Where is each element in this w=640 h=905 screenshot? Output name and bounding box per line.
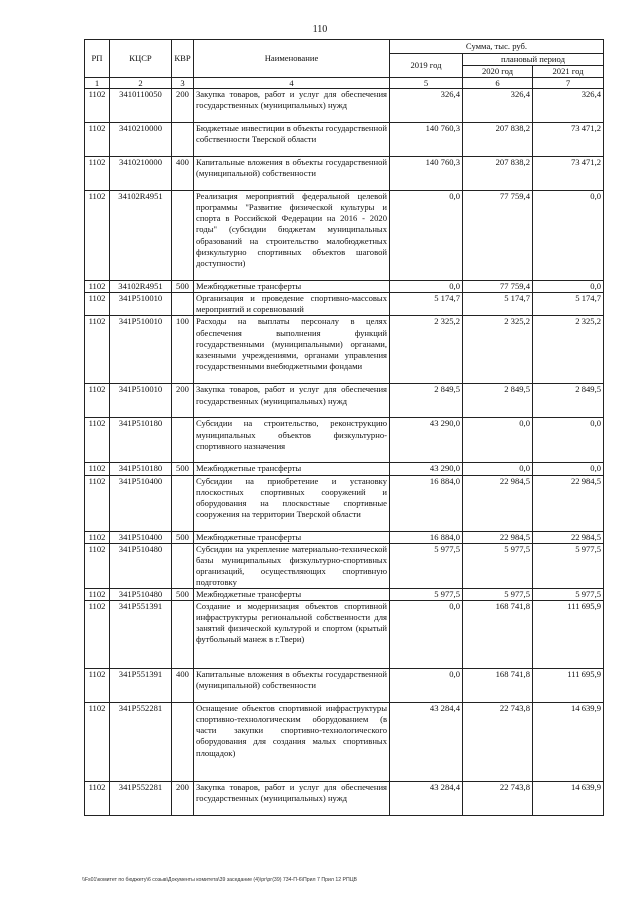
value-2020-cell: 22 984,5 — [463, 475, 533, 531]
value-2020-cell: 22 984,5 — [463, 531, 533, 543]
kcsr-cell: 341P510180 — [110, 418, 172, 463]
header-year-2019: 2019 год — [390, 54, 463, 78]
name-cell: Субсидии на укрепление материально-технической базы муниципальных физкультурно-спортивных организаций, осуществляющих спортивную подготовку — [194, 543, 390, 588]
kcsr-cell: 341P510400 — [110, 531, 172, 543]
table-row — [85, 384, 604, 418]
value-2020-cell: 77 759,4 — [463, 191, 533, 281]
name-cell: Организация и проведение спортивно-массовых мероприятий и соревнований — [194, 293, 390, 316]
rp-cell: 1102 — [85, 384, 110, 418]
name-cell: Межбюджетные трансферты — [194, 463, 390, 475]
rp-cell: 1102 — [85, 123, 110, 157]
name-cell: Межбюджетные трансферты — [194, 531, 390, 543]
value-2020-cell: 77 759,4 — [463, 281, 533, 293]
value-2021-cell: 111 695,9 — [533, 601, 604, 669]
value-2021-cell: 326,4 — [533, 89, 604, 123]
kcsr-cell: 341P510010 — [110, 316, 172, 384]
kvr-cell — [172, 543, 194, 588]
table-row — [85, 531, 604, 543]
value-2019-cell: 0,0 — [390, 191, 463, 281]
kcsr-cell: 341P552281 — [110, 782, 172, 816]
name-cell: Субсидии на приобретение и установку плоскостных спортивных сооружений и оборудования на плоскостные спортивные сооружения на территории Тверской области — [194, 475, 390, 531]
kvr-cell — [172, 418, 194, 463]
column-index: 6 — [463, 78, 533, 89]
kvr-cell: 400 — [172, 157, 194, 191]
value-2020-cell: 207 838,2 — [463, 157, 533, 191]
kvr-cell — [172, 601, 194, 669]
value-2019-cell: 16 884,0 — [390, 531, 463, 543]
value-2020-cell: 0,0 — [463, 463, 533, 475]
name-cell: Закупка товаров, работ и услуг для обеспечения государственных (муниципальных) нужд — [194, 782, 390, 816]
name-cell: Межбюджетные трансферты — [194, 281, 390, 293]
table-row — [85, 89, 604, 123]
kvr-cell: 200 — [172, 89, 194, 123]
kcsr-cell: 34102R4951 — [110, 281, 172, 293]
value-2021-cell: 22 984,5 — [533, 475, 604, 531]
rp-cell: 1102 — [85, 543, 110, 588]
kcsr-cell: 3410210000 — [110, 123, 172, 157]
name-cell: Капитальные вложения в объекты государственной (муниципальной) собственности — [194, 669, 390, 703]
value-2020-cell: 5 977,5 — [463, 543, 533, 588]
kcsr-cell: 34102R4951 — [110, 191, 172, 281]
name-cell: Реализация мероприятий федеральной целевой программы "Развитие физической культуры и спорта в Российской Федерации на 2016 - 2020 годы" (субсидии бюджетам муниципальных образований на строительство малобюджетных физкультурно спортивных объектов шаговой доступности) — [194, 191, 390, 281]
kvr-cell: 500 — [172, 531, 194, 543]
table-row — [85, 543, 604, 588]
column-index: 4 — [194, 78, 390, 89]
rp-cell: 1102 — [85, 669, 110, 703]
table-row — [85, 418, 604, 463]
value-2019-cell: 0,0 — [390, 281, 463, 293]
header-year-2021: 2021 год — [533, 66, 604, 78]
column-index: 7 — [533, 78, 604, 89]
value-2020-cell: 2 325,2 — [463, 316, 533, 384]
value-2021-cell: 111 695,9 — [533, 669, 604, 703]
name-cell: Бюджетные инвестиции в объекты государственной собственности Тверской области — [194, 123, 390, 157]
kvr-cell: 500 — [172, 589, 194, 601]
kcsr-cell: 341P552281 — [110, 703, 172, 782]
rp-cell: 1102 — [85, 157, 110, 191]
table-row — [85, 293, 604, 316]
kcsr-cell: 341P510480 — [110, 543, 172, 588]
table-row — [85, 669, 604, 703]
rp-cell: 1102 — [85, 782, 110, 816]
kcsr-cell: 341P510400 — [110, 475, 172, 531]
value-2021-cell: 14 639,9 — [533, 782, 604, 816]
column-index: 1 — [85, 78, 110, 89]
rp-cell: 1102 — [85, 293, 110, 316]
table-row — [85, 589, 604, 601]
value-2021-cell: 2 325,2 — [533, 316, 604, 384]
name-cell: Создание и модернизация объектов спортивной инфраструктуры региональной собственности для занятий физической культурой и спортом (крытый футбольный манеж в г.Твери) — [194, 601, 390, 669]
header-rp: РП — [85, 40, 110, 78]
table-row — [85, 463, 604, 475]
name-cell: Межбюджетные трансферты — [194, 589, 390, 601]
value-2020-cell: 0,0 — [463, 418, 533, 463]
value-2020-cell: 326,4 — [463, 89, 533, 123]
kvr-cell — [172, 191, 194, 281]
rp-cell: 1102 — [85, 316, 110, 384]
rp-cell: 1102 — [85, 589, 110, 601]
table-row — [85, 123, 604, 157]
table-row — [85, 191, 604, 281]
kvr-cell: 200 — [172, 782, 194, 816]
value-2020-cell: 2 849,5 — [463, 384, 533, 418]
value-2020-cell: 22 743,8 — [463, 782, 533, 816]
value-2021-cell: 0,0 — [533, 191, 604, 281]
name-cell: Закупка товаров, работ и услуг для обеспечения государственных (муниципальных) нужд — [194, 384, 390, 418]
rp-cell: 1102 — [85, 191, 110, 281]
kvr-cell: 500 — [172, 463, 194, 475]
kcsr-cell: 341P551391 — [110, 669, 172, 703]
value-2019-cell: 5 977,5 — [390, 589, 463, 601]
table-row — [85, 475, 604, 531]
kcsr-cell: 341P510010 — [110, 384, 172, 418]
kvr-cell — [172, 703, 194, 782]
kvr-cell — [172, 293, 194, 316]
value-2019-cell: 43 284,4 — [390, 703, 463, 782]
header-kvr: КВР — [172, 40, 194, 78]
kvr-cell: 200 — [172, 384, 194, 418]
value-2019-cell: 0,0 — [390, 601, 463, 669]
kcsr-cell: 3410210000 — [110, 157, 172, 191]
value-2019-cell: 2 849,5 — [390, 384, 463, 418]
value-2019-cell: 140 760,3 — [390, 123, 463, 157]
value-2019-cell: 326,4 — [390, 89, 463, 123]
rp-cell: 1102 — [85, 281, 110, 293]
kvr-cell: 400 — [172, 669, 194, 703]
file-path-footer: \\Fs01\комитет по бюджету\6 созыв\Документы комитета\39 заседание (4)\рг\рг(39) 734-П-6\Прил 7 Прил 12 РПЦВ — [82, 877, 358, 883]
value-2019-cell: 2 325,2 — [390, 316, 463, 384]
rp-cell: 1102 — [85, 418, 110, 463]
rp-cell: 1102 — [85, 89, 110, 123]
value-2019-cell: 43 290,0 — [390, 418, 463, 463]
value-2021-cell: 0,0 — [533, 418, 604, 463]
name-cell: Капитальные вложения в объекты государственной (муниципальной) собственности — [194, 157, 390, 191]
value-2019-cell: 140 760,3 — [390, 157, 463, 191]
column-index: 3 — [172, 78, 194, 89]
header-plan-period: плановый период — [463, 54, 604, 66]
name-cell: Закупка товаров, работ и услуг для обеспечения государственных (муниципальных) нужд — [194, 89, 390, 123]
value-2020-cell: 22 743,8 — [463, 703, 533, 782]
value-2021-cell: 5 977,5 — [533, 589, 604, 601]
table-row — [85, 601, 604, 669]
page-number: 110 — [312, 24, 328, 35]
table-row — [85, 703, 604, 782]
column-index: 5 — [390, 78, 463, 89]
value-2021-cell: 73 471,2 — [533, 123, 604, 157]
value-2019-cell: 5 174,7 — [390, 293, 463, 316]
table-body — [85, 89, 604, 816]
rp-cell: 1102 — [85, 703, 110, 782]
value-2019-cell: 5 977,5 — [390, 543, 463, 588]
rp-cell: 1102 — [85, 531, 110, 543]
value-2021-cell: 2 849,5 — [533, 384, 604, 418]
value-2021-cell: 0,0 — [533, 463, 604, 475]
header-kcsr: КЦСР — [110, 40, 172, 78]
header-name: Наименование — [194, 40, 390, 78]
value-2021-cell: 5 977,5 — [533, 543, 604, 588]
value-2021-cell: 73 471,2 — [533, 157, 604, 191]
table-header — [85, 40, 604, 89]
value-2020-cell: 207 838,2 — [463, 123, 533, 157]
table-row — [85, 281, 604, 293]
budget-table — [84, 39, 604, 816]
column-index-row — [85, 78, 604, 89]
kvr-cell: 500 — [172, 281, 194, 293]
kcsr-cell: 341P510180 — [110, 463, 172, 475]
kvr-cell — [172, 475, 194, 531]
table-row — [85, 782, 604, 816]
header-year-2020: 2020 год — [463, 66, 533, 78]
value-2019-cell: 43 284,4 — [390, 782, 463, 816]
name-cell: Оснащение объектов спортивной инфраструктуры спортивно-технологическим оборудованием (в части закупки спортивно-технологического оборудования для создания малых спортивных площадок) — [194, 703, 390, 782]
value-2019-cell: 0,0 — [390, 669, 463, 703]
table-row — [85, 316, 604, 384]
kvr-cell: 100 — [172, 316, 194, 384]
kcsr-cell: 341P510010 — [110, 293, 172, 316]
value-2019-cell: 43 290,0 — [390, 463, 463, 475]
rp-cell: 1102 — [85, 463, 110, 475]
value-2021-cell: 22 984,5 — [533, 531, 604, 543]
kcsr-cell: 3410110050 — [110, 89, 172, 123]
rp-cell: 1102 — [85, 601, 110, 669]
header-sum: Сумма, тыс. руб. — [390, 40, 604, 54]
value-2020-cell: 168 741,8 — [463, 669, 533, 703]
table-row — [85, 157, 604, 191]
value-2020-cell: 5 174,7 — [463, 293, 533, 316]
rp-cell: 1102 — [85, 475, 110, 531]
kcsr-cell: 341P551391 — [110, 601, 172, 669]
value-2019-cell: 16 884,0 — [390, 475, 463, 531]
value-2020-cell: 168 741,8 — [463, 601, 533, 669]
value-2020-cell: 5 977,5 — [463, 589, 533, 601]
value-2021-cell: 14 639,9 — [533, 703, 604, 782]
name-cell: Субсидии на строительство, реконструкцию муниципальных объектов физкультурно-спортивного назначения — [194, 418, 390, 463]
kcsr-cell: 341P510480 — [110, 589, 172, 601]
column-index: 2 — [110, 78, 172, 89]
value-2021-cell: 5 174,7 — [533, 293, 604, 316]
value-2021-cell: 0,0 — [533, 281, 604, 293]
name-cell: Расходы на выплаты персоналу в целях обеспечения выполнения функций государственными (муниципальными) органами, казенными учреждениями, органами управления государственными внебюджетными фондами — [194, 316, 390, 384]
kvr-cell — [172, 123, 194, 157]
